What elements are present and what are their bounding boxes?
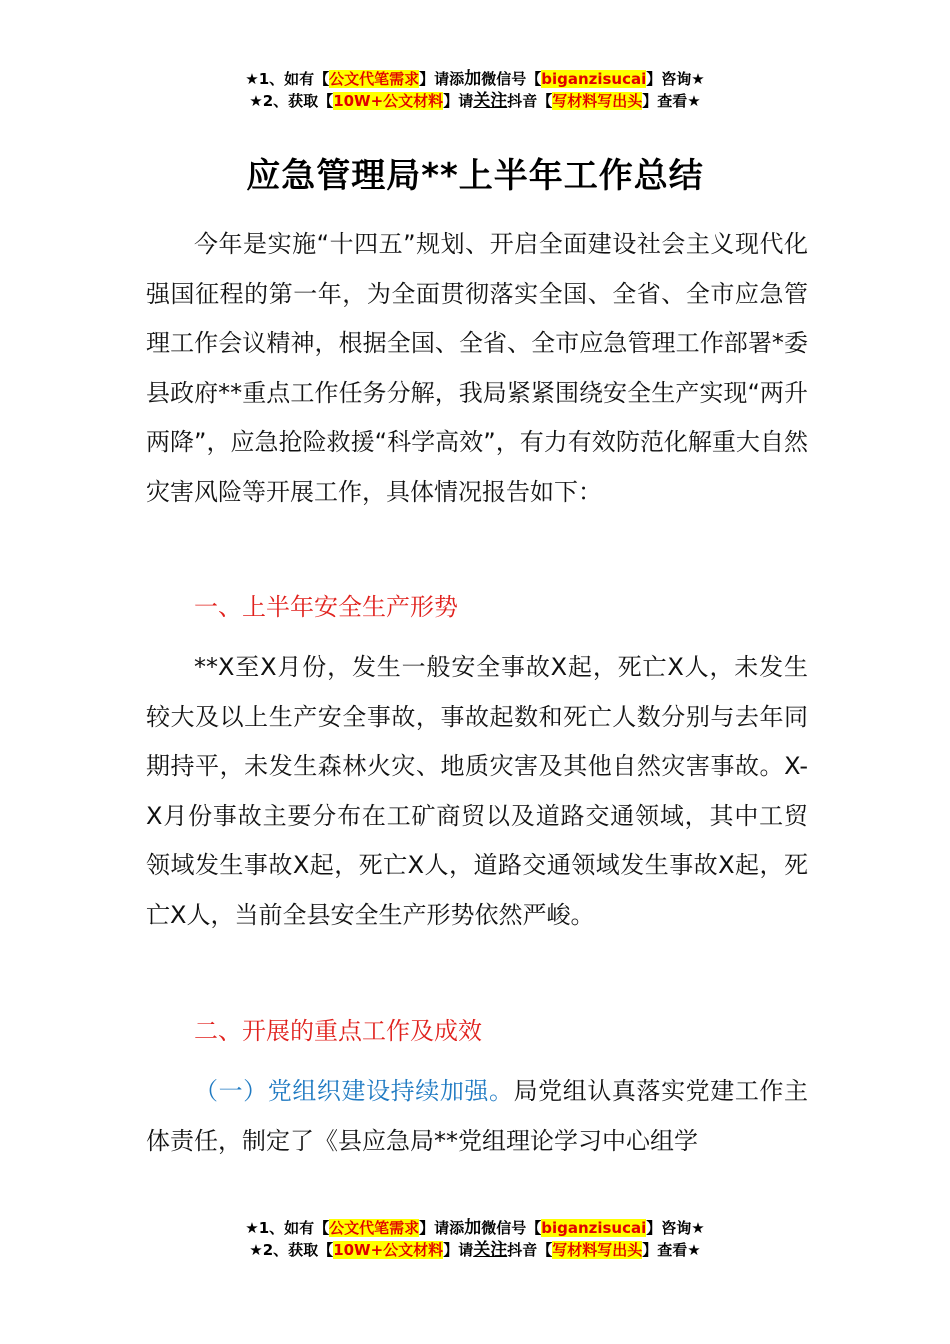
promo-wechat-id: biganzisucai <box>541 70 647 88</box>
promo-highlight: 公文代笔需求 <box>329 70 420 88</box>
promo-text: 】请 <box>443 92 474 110</box>
promo-text: ★2、获取【 <box>249 92 334 110</box>
promo-text: 微信号【 <box>481 1219 542 1237</box>
promo-text: 微信号【 <box>481 70 542 88</box>
promo-text: 抖音【 <box>507 92 553 110</box>
promo-text: 关注 <box>473 1240 508 1260</box>
promo-wechat-id: biganzisucai <box>541 1219 647 1237</box>
promo-text: ★2、获取【 <box>249 1241 334 1259</box>
promo-text: 加 <box>464 69 482 89</box>
document-title: 应急管理局**上半年工作总结 <box>246 156 704 196</box>
promo-text: 关注 <box>473 91 508 111</box>
promo-text: 】请添 <box>419 70 465 88</box>
promo-douyin-id: 写材料写出头 <box>552 92 643 110</box>
promo-header <box>0 68 950 112</box>
promo-text: ★1、如有【 <box>245 1219 330 1237</box>
promo-line-2 <box>0 90 950 112</box>
promo-text: ★1、如有【 <box>245 70 330 88</box>
promo-text: 】请添 <box>419 1219 465 1237</box>
promo-douyin-id: 写材料写出头 <box>552 1241 643 1259</box>
promo-footer <box>0 1217 950 1261</box>
promo-highlight: 公文代笔需求 <box>329 1219 420 1237</box>
promo-highlight: 10W+公文材料 <box>333 92 444 110</box>
promo-line-1 <box>0 1217 950 1239</box>
promo-highlight: 10W+公文材料 <box>333 1241 444 1259</box>
promo-text: 加 <box>464 1218 482 1238</box>
promo-line-2 <box>0 1239 950 1261</box>
promo-text: 抖音【 <box>507 1241 553 1259</box>
promo-text: 】咨询★ <box>646 70 705 88</box>
subsection-1-paragraph <box>146 1067 808 1166</box>
promo-text: 】查看★ <box>642 92 701 110</box>
section-heading-1: 一、上半年安全生产形势 <box>194 593 458 621</box>
section-heading-2: 二、开展的重点工作及成效 <box>194 1017 482 1045</box>
promo-line-1 <box>0 68 950 90</box>
intro-paragraph: 今年是实施“十四五”规划、开启全面建设社会主义现代化强国征程的第一年，为全面贯彻落实全国、全省、全市应急管理工作会议精神，根据全国、全省、全市应急管理工作部署*委县政府**重点工作任务分解，我局紧紧围绕安全生产实现“两升两降”，应急抢险救援“科学高效”，有力有效防范化解重大自然灾害风险等开展工作，具体情况报告如下： <box>146 230 808 506</box>
promo-text: 】查看★ <box>642 1241 701 1259</box>
section-1-paragraph: **X至X月份，发生一般安全事故X起，死亡X人，未发生较大及以上生产安全事故，事故起数和死亡人数分别与去年同期持平，未发生森林火灾、地质灾害及其他自然灾害事故。X-X月份事故主要分布在工矿商贸以及道路交通领域，其中工贸领域发生事故X起，死亡X人，道路交通领域发生事故X起，死亡X人，当前全县安全生产形势依然严峻。 <box>146 653 808 929</box>
promo-text: 】咨询★ <box>646 1219 705 1237</box>
subsection-heading: （一）党组织建设持续加强。 <box>194 1077 514 1105</box>
promo-text: 】请 <box>443 1241 474 1259</box>
subsection-text: 局党组认真落实党建工作主体责任，制定了《县应急局**党组理论学习中心组学 <box>146 1077 809 1155</box>
